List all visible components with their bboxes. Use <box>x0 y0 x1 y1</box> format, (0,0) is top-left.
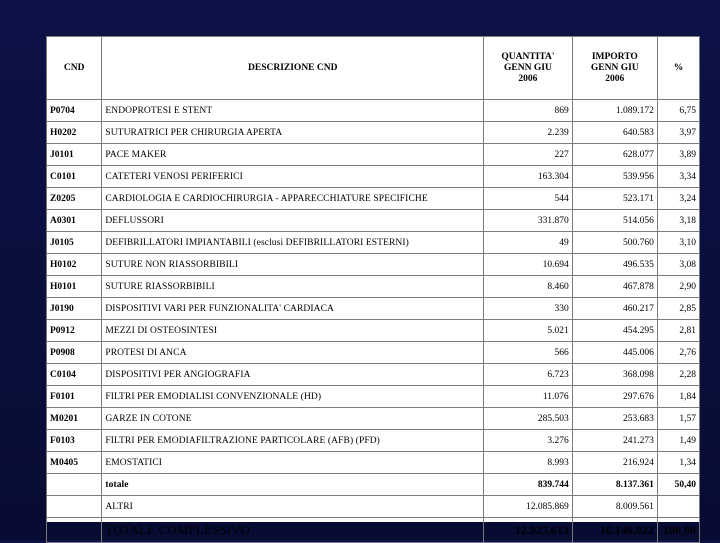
pct-value: 2,28 <box>657 364 699 386</box>
pct-value: 1,57 <box>657 408 699 430</box>
altri-imp: 8.009.561 <box>572 496 657 518</box>
importo-value: 523.171 <box>572 188 657 210</box>
table-row <box>47 298 700 320</box>
table-row <box>47 122 700 144</box>
header-importo-line3: 2006 <box>605 73 625 84</box>
complessivo-code-cell <box>47 518 102 543</box>
importo-value: 368.098 <box>572 364 657 386</box>
data-sheet <box>46 36 700 537</box>
header-importo-line2: GENN GIU <box>590 62 639 73</box>
table-row <box>47 144 700 166</box>
table-row <box>47 320 700 342</box>
cnd-code: P0912 <box>47 320 102 342</box>
table-row <box>47 166 700 188</box>
header-descrizione: DESCRIZIONE CND <box>102 37 484 100</box>
cnd-code: Z0205 <box>47 188 102 210</box>
pct-value: 3,10 <box>657 232 699 254</box>
quantita-value: 2.239 <box>484 122 573 144</box>
cnd-code: P0704 <box>47 100 102 122</box>
quantita-value: 3.276 <box>484 430 573 452</box>
importo-value: 628.077 <box>572 144 657 166</box>
quantita-value: 544 <box>484 188 573 210</box>
table-row <box>47 188 700 210</box>
quantita-value: 5.021 <box>484 320 573 342</box>
importo-value: 539.956 <box>572 166 657 188</box>
complessivo-label: TOTALE COMPLESSIVO <box>102 518 484 543</box>
pct-value: 3,34 <box>657 166 699 188</box>
cnd-table <box>46 36 700 543</box>
quantita-value: 8.993 <box>484 452 573 474</box>
cnd-description: DEFIBRILLATORI IMPIANTABILI (esclusi DEFIBRILLATORI ESTERNI) <box>102 232 484 254</box>
cnd-description: FILTRI PER EMODIAFILTRAZIONE PARTICOLARE (AFB) (PFD) <box>102 430 484 452</box>
complessivo-qty: 12.925.613 <box>484 518 573 543</box>
cnd-code: H0101 <box>47 276 102 298</box>
header-quantita <box>484 37 573 100</box>
pct-value: 2,85 <box>657 298 699 320</box>
table-row <box>47 364 700 386</box>
header-quantita-line2: GENN GIU <box>504 62 552 73</box>
cnd-description: GARZE IN COTONE <box>102 408 484 430</box>
importo-value: 514.056 <box>572 210 657 232</box>
quantita-value: 330 <box>484 298 573 320</box>
pct-value: 3,24 <box>657 188 699 210</box>
pct-value: 1,84 <box>657 386 699 408</box>
pct-value: 3,18 <box>657 210 699 232</box>
altri-qty: 12.085.869 <box>484 496 573 518</box>
table-row <box>47 452 700 474</box>
altri-label: ALTRI <box>102 496 484 518</box>
cnd-description: EMOSTATICI <box>102 452 484 474</box>
importo-value: 216.924 <box>572 452 657 474</box>
quantita-value: 163.304 <box>484 166 573 188</box>
cnd-code: H0202 <box>47 122 102 144</box>
totale-imp: 8.137.361 <box>572 474 657 496</box>
cnd-description: CARDIOLOGIA E CARDIOCHIRURGIA - APPARECCHIATURE SPECIFICHE <box>102 188 484 210</box>
table-body <box>47 100 700 474</box>
pct-value: 1,49 <box>657 430 699 452</box>
cnd-description: SUTURE NON RIASSORBIBILI <box>102 254 484 276</box>
pct-value: 6,75 <box>657 100 699 122</box>
importo-value: 467.878 <box>572 276 657 298</box>
complessivo-imp: 16.146.922 <box>572 518 657 543</box>
cnd-description: DISPOSITIVI PER ANGIOGRAFIA <box>102 364 484 386</box>
importo-value: 297.676 <box>572 386 657 408</box>
cnd-description: FILTRI PER EMODIALISI CONVENZIONALE (HD) <box>102 386 484 408</box>
cnd-description: PACE MAKER <box>102 144 484 166</box>
altri-pct <box>657 496 699 518</box>
pct-value: 3,89 <box>657 144 699 166</box>
cnd-code: C0101 <box>47 166 102 188</box>
header-cnd: CND <box>47 37 102 100</box>
header-importo <box>572 37 657 100</box>
quantita-value: 566 <box>484 342 573 364</box>
quantita-value: 331.870 <box>484 210 573 232</box>
header-importo-line1: IMPORTO <box>591 51 638 62</box>
quantita-value: 6.723 <box>484 364 573 386</box>
pct-value: 2,76 <box>657 342 699 364</box>
totale-complessivo-row <box>47 518 700 543</box>
totale-qty: 839.744 <box>484 474 573 496</box>
quantita-value: 8.460 <box>484 276 573 298</box>
cnd-description: SUTURATRICI PER CHIRURGIA APERTA <box>102 122 484 144</box>
cnd-description: PROTESI DI ANCA <box>102 342 484 364</box>
table-row <box>47 210 700 232</box>
cnd-code: F0103 <box>47 430 102 452</box>
cnd-description: DEFLUSSORI <box>102 210 484 232</box>
pct-value: 3,08 <box>657 254 699 276</box>
cnd-code: J0190 <box>47 298 102 320</box>
importo-value: 241.273 <box>572 430 657 452</box>
table-row <box>47 100 700 122</box>
cnd-description: DISPOSITIVI VARI PER FUNZIONALITA' CARDIACA <box>102 298 484 320</box>
importo-value: 1.089.172 <box>572 100 657 122</box>
importo-value: 640.583 <box>572 122 657 144</box>
cnd-description: CATETERI VENOSI PERIFERICI <box>102 166 484 188</box>
altri-row <box>47 496 700 518</box>
cnd-code: F0101 <box>47 386 102 408</box>
header-row <box>47 37 700 100</box>
quantita-value: 285.503 <box>484 408 573 430</box>
table-row <box>47 430 700 452</box>
table-row <box>47 232 700 254</box>
cnd-code: M0201 <box>47 408 102 430</box>
quantita-value: 10.694 <box>484 254 573 276</box>
table-row <box>47 386 700 408</box>
cnd-code: A0301 <box>47 210 102 232</box>
pct-value: 2,90 <box>657 276 699 298</box>
cnd-code: J0105 <box>47 232 102 254</box>
complessivo-pct: 100,00 <box>657 518 699 543</box>
cnd-description: MEZZI DI OSTEOSINTESI <box>102 320 484 342</box>
totale-pct: 50,40 <box>657 474 699 496</box>
totale-row <box>47 474 700 496</box>
quantita-value: 227 <box>484 144 573 166</box>
table-row <box>47 276 700 298</box>
pct-value: 3,97 <box>657 122 699 144</box>
header-quantita-line1: QUANTITA' <box>501 51 555 62</box>
cnd-code: H0102 <box>47 254 102 276</box>
pct-value: 2,81 <box>657 320 699 342</box>
header-quantita-line3: 2006 <box>518 73 538 84</box>
totale-label: totale <box>102 474 484 496</box>
pct-value: 1,34 <box>657 452 699 474</box>
cnd-description: ENDOPROTESI E STENT <box>102 100 484 122</box>
cnd-description: SUTURE RIASSORBIBILI <box>102 276 484 298</box>
altri-code-cell <box>47 496 102 518</box>
importo-value: 496.535 <box>572 254 657 276</box>
importo-value: 445.006 <box>572 342 657 364</box>
header-pct: % <box>657 37 699 100</box>
table-row <box>47 342 700 364</box>
cnd-code: M0405 <box>47 452 102 474</box>
importo-value: 253.683 <box>572 408 657 430</box>
importo-value: 500.760 <box>572 232 657 254</box>
table-row <box>47 254 700 276</box>
cnd-code: J0101 <box>47 144 102 166</box>
quantita-value: 11.076 <box>484 386 573 408</box>
importo-value: 460.217 <box>572 298 657 320</box>
cnd-code: C0104 <box>47 364 102 386</box>
quantita-value: 869 <box>484 100 573 122</box>
quantita-value: 49 <box>484 232 573 254</box>
table-row <box>47 408 700 430</box>
cnd-code: P0908 <box>47 342 102 364</box>
importo-value: 454.295 <box>572 320 657 342</box>
totale-code-cell <box>47 474 102 496</box>
